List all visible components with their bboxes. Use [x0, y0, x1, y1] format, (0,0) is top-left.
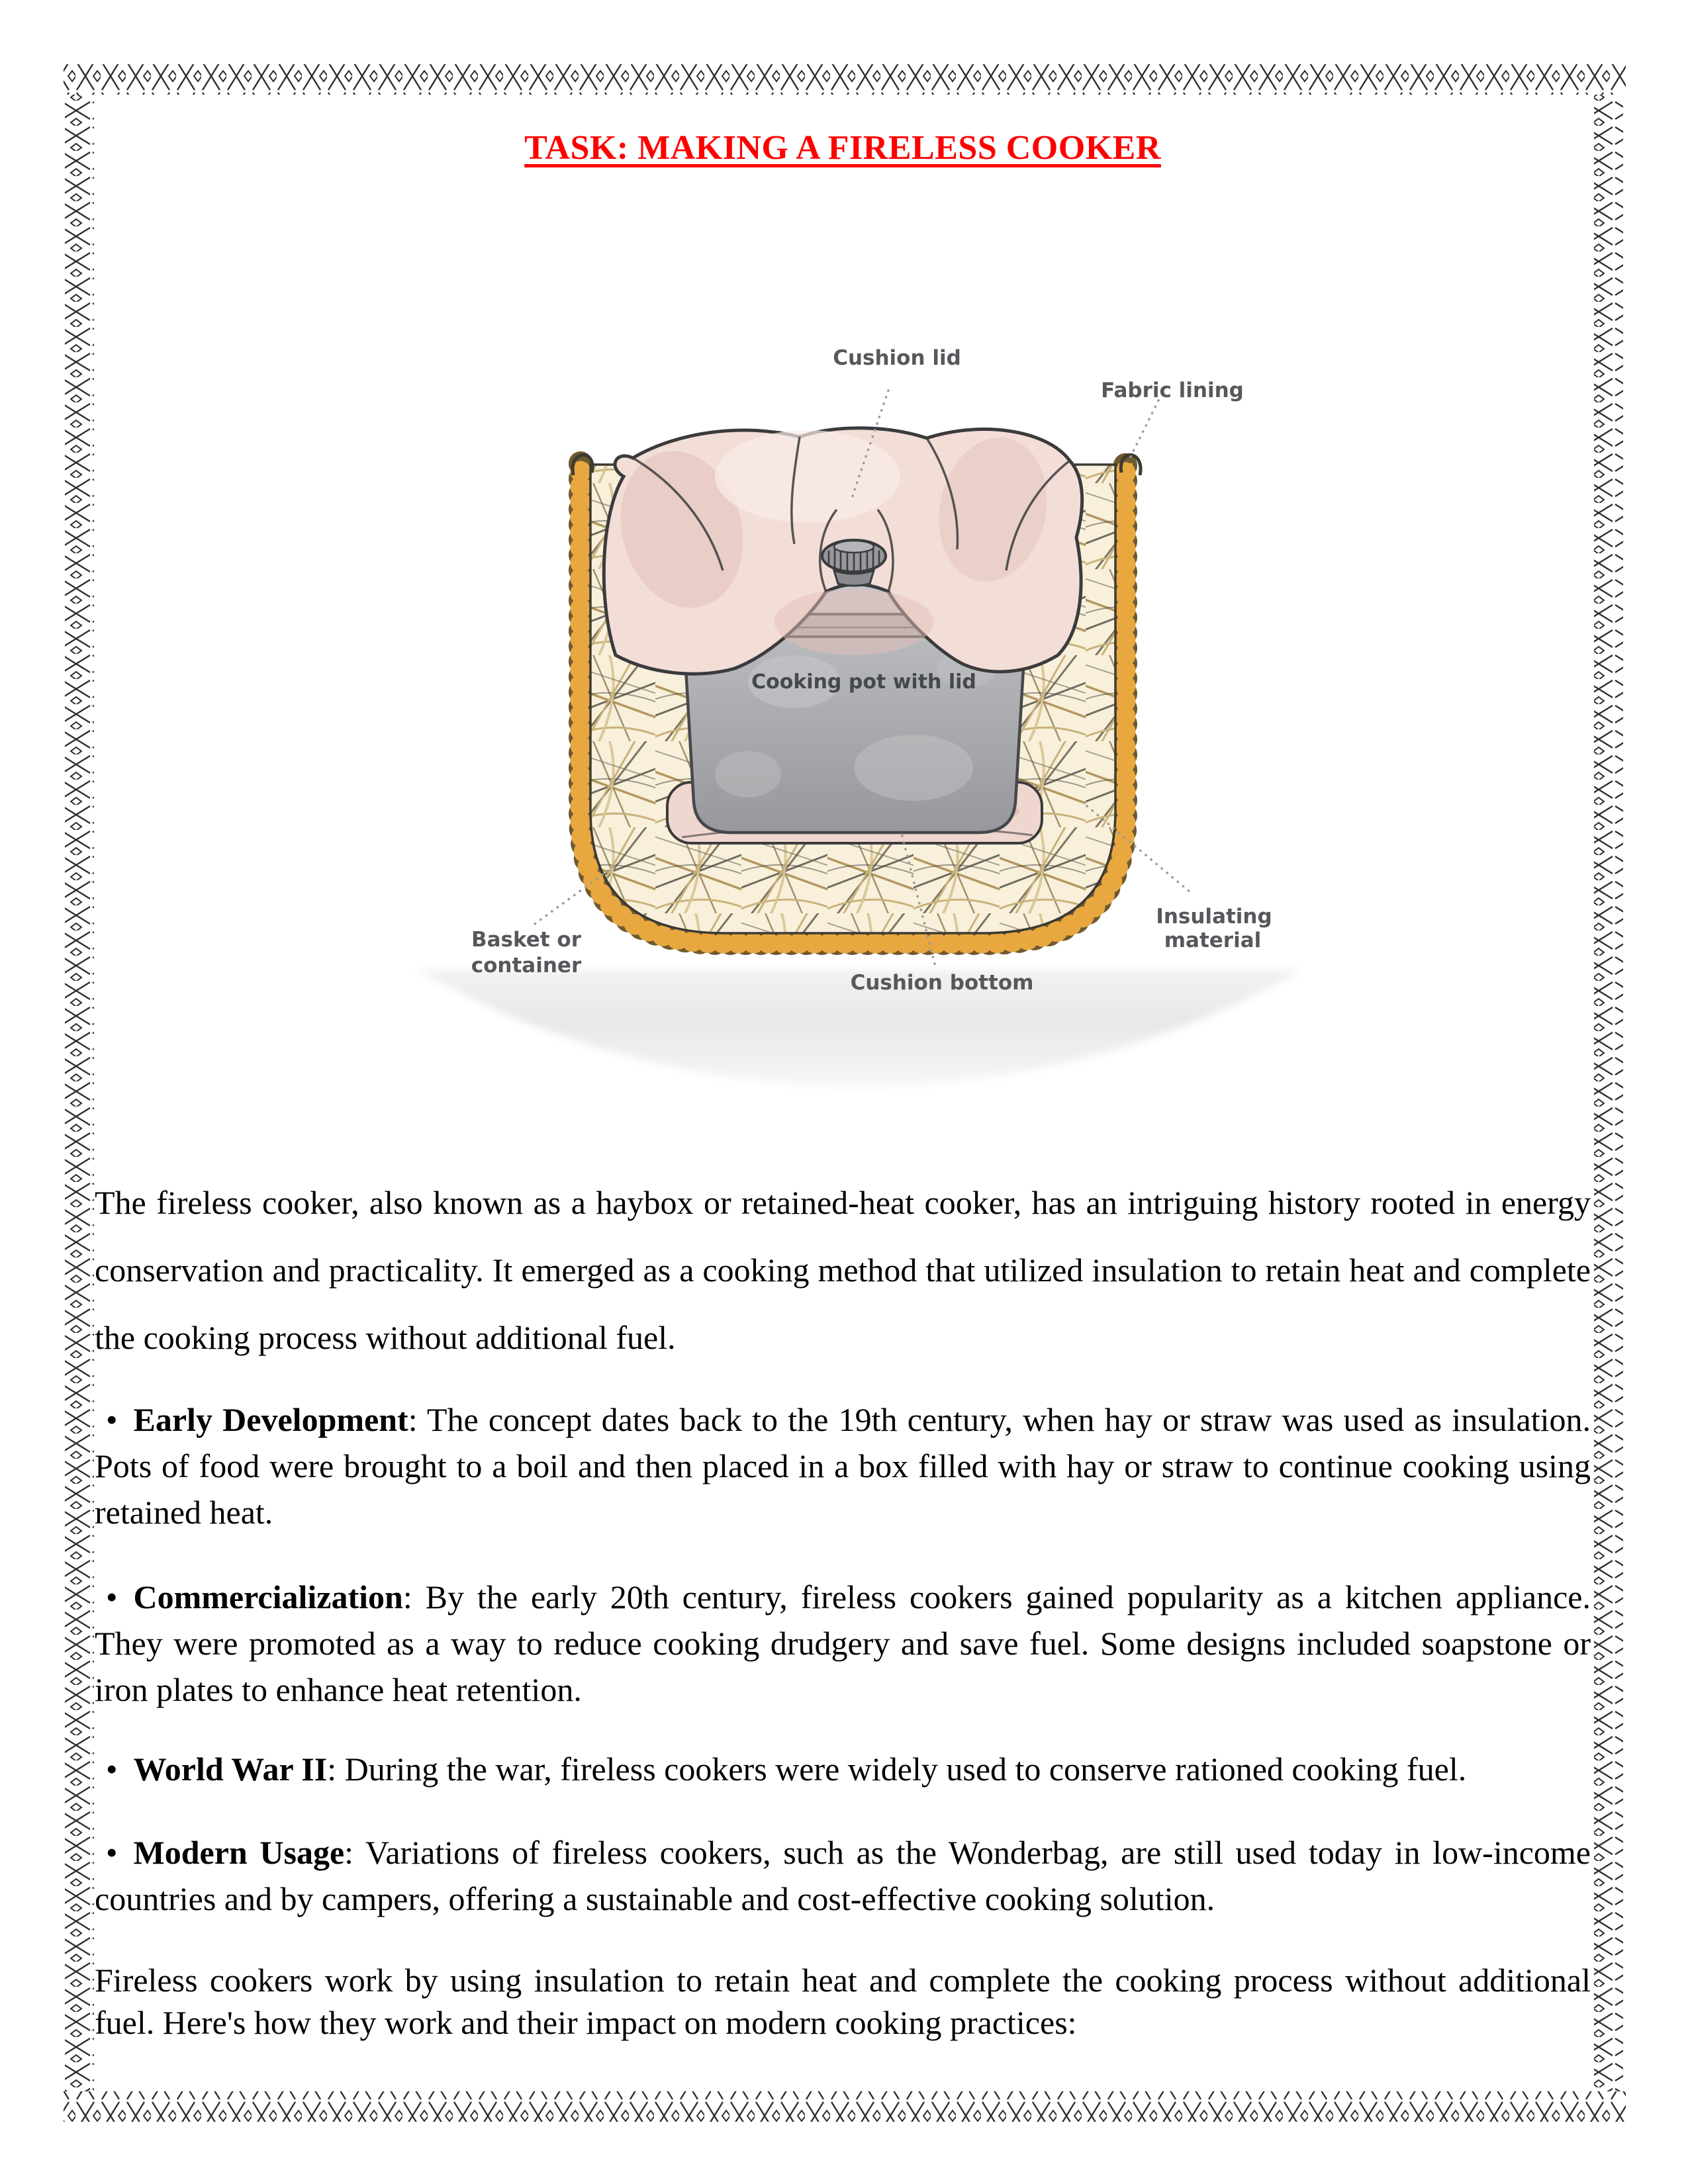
bullet-text: : During the war, fireless cookers were widely used to conserve rationed cooking fuel. [327, 1751, 1467, 1788]
page-title: TASK: MAKING A FIRELESS COOKER [524, 129, 1161, 167]
bullet-text: : The concept dates back to the 19th century, when hay or straw was used as insulation. Pots of food were brought to a boil and then placed in a box filled with hay or straw to continue cooking using retained heat. [95, 1401, 1591, 1531]
label-cushion-lid: Cushion lid [833, 346, 961, 370]
label-cooking-pot: Cooking pot with lid [751, 670, 976, 694]
bullet-label: World War II [133, 1751, 328, 1788]
label-insulating-line1: Insulating [1156, 905, 1272, 929]
intro-paragraph: The fireless cooker, also known as a haybox or retained-heat cooker, has an intriguing history rooted in energy conservation and practicality. It emerged as a cooking method that utilized insulation to retain heat and complete the cooking process without additional fuel. [95, 1184, 1591, 1356]
bullet-marker: • [106, 1751, 118, 1788]
fireless-cooker-diagram [397, 311, 1311, 1092]
label-cushion-bottom: Cushion bottom [850, 971, 1034, 995]
bullet-label: Commercialization [133, 1578, 403, 1615]
border-right [1594, 95, 1623, 2091]
bullet-marker: • [106, 1834, 118, 1871]
bullet-label: Modern Usage [133, 1834, 345, 1871]
border-bottom [64, 2091, 1626, 2122]
closing-paragraph: Fireless cookers work by using insulation to retain heat and complete the cooking process without additional fuel. Here's how they work and their impact on modern cooking practices: [95, 1962, 1591, 2041]
bullet-text: : Variations of fireless cookers, such as the Wonderbag, are still used today in low-income countries and by campers, offering a sustainable and cost-effective cooking solution. [95, 1834, 1591, 1917]
label-insulating-line2: material [1164, 929, 1262, 952]
label-basket-line2: container [471, 954, 582, 978]
bullet-early-development [95, 1396, 1591, 1535]
border-left [65, 95, 94, 2091]
leader-fabric-lining [1129, 400, 1158, 459]
bullet-world-war-ii [95, 1746, 1591, 1792]
bullet-modern-usage [95, 1829, 1591, 1922]
label-fabric-lining: Fabric lining [1101, 379, 1244, 402]
bullet-text: : By the early 20th century, fireless cookers gained popularity as a kitchen appliance. They were promoted as a way to reduce cooking drudgery and save fuel. Some designs included soapstone or iron plates to enhance heat retention. [95, 1578, 1591, 1708]
bullet-marker: • [106, 1578, 118, 1615]
label-basket-line1: Basket or [471, 928, 582, 952]
bullet-label: Early Development [133, 1401, 408, 1438]
bullet-marker: • [106, 1401, 118, 1438]
bullet-commercialization [95, 1574, 1591, 1713]
border-top [64, 64, 1626, 95]
